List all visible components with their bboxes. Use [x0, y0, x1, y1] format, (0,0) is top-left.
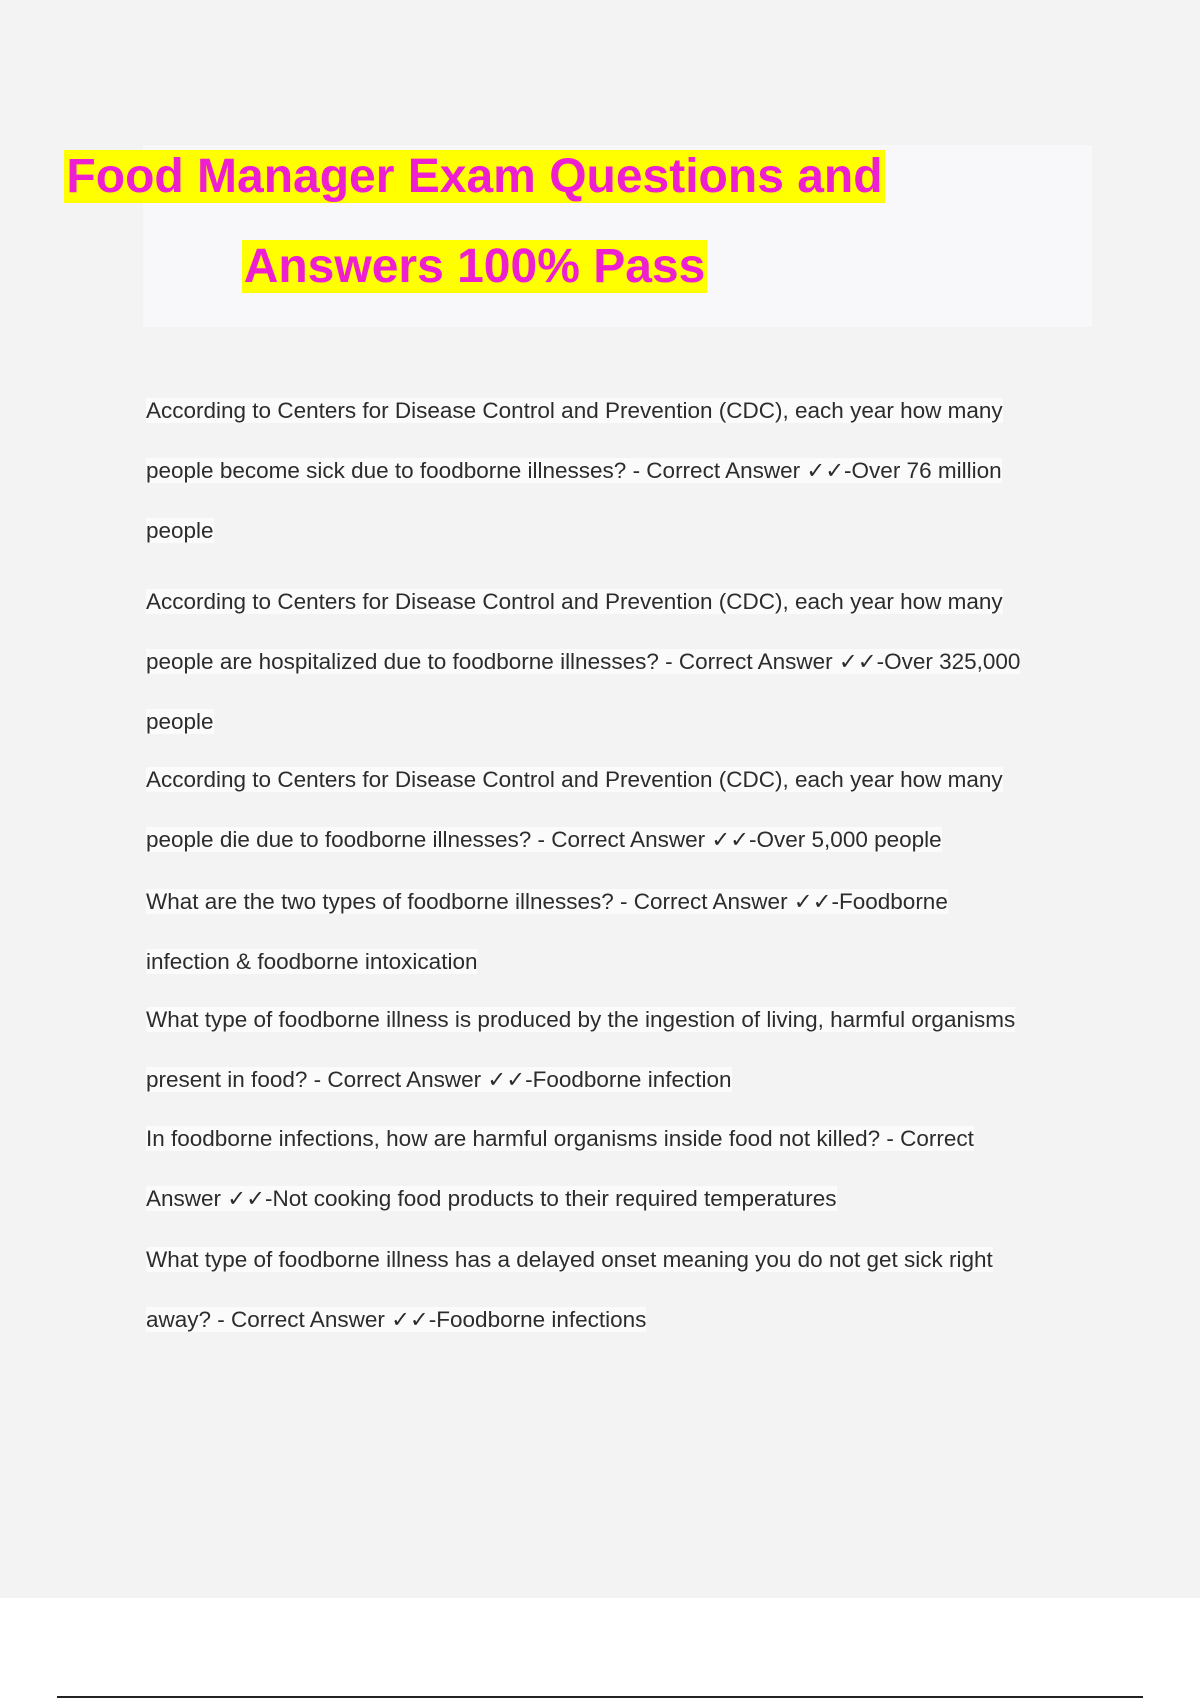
qa-line — [146, 1230, 1096, 1290]
qa-item-3 — [146, 750, 1096, 870]
qa-text: infection & foodborne intoxication — [146, 949, 478, 974]
qa-text: away? - Correct Answer ✓✓-Foodborne infections — [146, 1307, 647, 1332]
title-text-1: Food Manager Exam Questions and — [66, 150, 883, 203]
qa-text: people — [146, 518, 214, 543]
qa-line — [146, 1109, 1096, 1169]
qa-line — [146, 441, 1096, 501]
qa-text: people are hospitalized due to foodborne illnesses? - Correct Answer ✓✓-Over 325,000 — [146, 649, 1021, 674]
qa-line — [146, 932, 1096, 992]
qa-line — [146, 632, 1096, 692]
qa-line — [146, 990, 1096, 1050]
title-text-2: Answers 100% Pass — [243, 240, 706, 293]
qa-text: What type of foodborne illness is produced by the ingestion of living, harmful organisms — [146, 1007, 1016, 1032]
qa-item-7 — [146, 1230, 1096, 1350]
qa-line — [146, 501, 1096, 561]
qa-text: According to Centers for Disease Control and Prevention (CDC), each year how many — [146, 589, 1003, 614]
qa-text: According to Centers for Disease Control and Prevention (CDC), each year how many — [146, 767, 1003, 792]
qa-line — [146, 381, 1096, 441]
qa-item-4 — [146, 872, 1096, 992]
qa-line — [146, 810, 1096, 870]
page-title-line-2 — [0, 238, 949, 296]
qa-line — [146, 692, 1096, 752]
qa-text: present in food? - Correct Answer ✓✓-Foodborne infection — [146, 1067, 732, 1092]
footer-divider — [57, 1696, 1143, 1698]
qa-line — [146, 1290, 1096, 1350]
qa-text: According to Centers for Disease Control and Prevention (CDC), each year how many — [146, 398, 1003, 423]
qa-text: people die due to foodborne illnesses? - Correct Answer ✓✓-Over 5,000 people — [146, 827, 942, 852]
qa-item-2 — [146, 572, 1096, 752]
page-title-line-1 — [0, 148, 949, 206]
qa-line — [146, 872, 1096, 932]
qa-text: What are the two types of foodborne illnesses? - Correct Answer ✓✓-Foodborne — [146, 889, 948, 914]
qa-text: Answer ✓✓-Not cooking food products to their required temperatures — [146, 1186, 837, 1211]
qa-line — [146, 572, 1096, 632]
qa-text: people become sick due to foodborne illnesses? - Correct Answer ✓✓-Over 76 million — [146, 458, 1002, 483]
qa-item-1 — [146, 381, 1096, 561]
qa-text: people — [146, 709, 214, 734]
qa-text: What type of foodborne illness has a delayed onset meaning you do not get sick right — [146, 1247, 993, 1272]
qa-text: In foodborne infections, how are harmful organisms inside food not killed? - Correct — [146, 1126, 974, 1151]
qa-item-6 — [146, 1109, 1096, 1229]
qa-line — [146, 1050, 1096, 1110]
qa-line — [146, 1169, 1096, 1229]
qa-line — [146, 750, 1096, 810]
qa-item-5 — [146, 990, 1096, 1110]
